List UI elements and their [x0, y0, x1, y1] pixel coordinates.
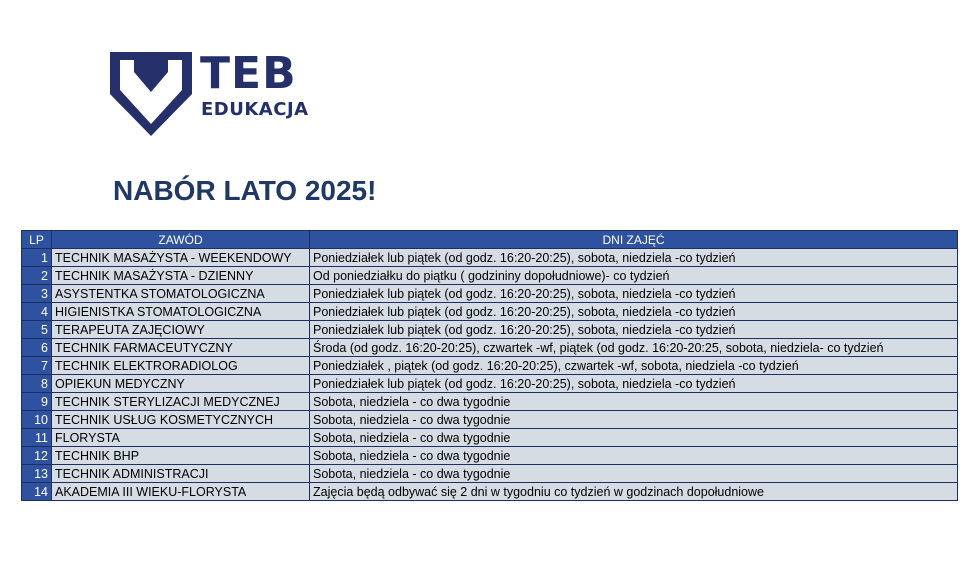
- teb-logo: [110, 48, 320, 142]
- cell-dni: Sobota, niedziela - co dwa tygodnie: [310, 465, 958, 483]
- table-row: [22, 267, 958, 285]
- cell-dni: Sobota, niedziela - co dwa tygodnie: [310, 447, 958, 465]
- table-body: [22, 249, 958, 501]
- table-row: [22, 447, 958, 465]
- cell-dni: Poniedziałek lub piątek (od godz. 16:20-20:25), sobota, niedziela -co tydzień: [310, 375, 958, 393]
- cell-dni: Zajęcia będą odbywać się 2 dni w tygodniu co tydzień w godzinach dopołudniowe: [310, 483, 958, 501]
- cell-lp: 11: [22, 429, 52, 447]
- cell-zawod: TECHNIK FARMACEUTYCZNY: [52, 339, 310, 357]
- page-title: NABÓR LATO 2025!: [113, 175, 377, 206]
- cell-zawod: TECHNIK ELEKTRORADIOLOG: [52, 357, 310, 375]
- cell-zawod: HIGIENISTKA STOMATOLOGICZNA: [52, 303, 310, 321]
- table-row: [22, 429, 958, 447]
- cell-lp: 5: [22, 321, 52, 339]
- cell-dni: Sobota, niedziela - co dwa tygodnie: [310, 411, 958, 429]
- cell-dni: Sobota, niedziela - co dwa tygodnie: [310, 429, 958, 447]
- cell-lp: 9: [22, 393, 52, 411]
- cell-lp: 10: [22, 411, 52, 429]
- header-dni: DNI ZAJĘĆ: [310, 231, 958, 249]
- cell-lp: 12: [22, 447, 52, 465]
- table-row: [22, 411, 958, 429]
- table-row: [22, 483, 958, 501]
- cell-zawod: TECHNIK USŁUG KOSMETYCZNYCH: [52, 411, 310, 429]
- cell-dni: Poniedziałek , piątek (od godz. 16:20-20:25), czwartek -wf, sobota, niedziela -co tydzień: [310, 357, 958, 375]
- cell-lp: 1: [22, 249, 52, 267]
- cell-dni: Środa (od godz. 16:20-20:25), czwartek -wf, piątek (od godz. 16:20-20:25, sobota, niedziela- co tydzień: [310, 339, 958, 357]
- cell-dni: Poniedziałek lub piątek (od godz. 16:20-20:25), sobota, niedziela -co tydzień: [310, 285, 958, 303]
- cell-dni: Poniedziałek lub piątek (od godz. 16:20-20:25), sobota, niedziela -co tydzień: [310, 249, 958, 267]
- cell-dni: Poniedziałek lub piątek (od godz. 16:20-20:25), sobota, niedziela -co tydzień: [310, 321, 958, 339]
- table-header-row: [22, 231, 958, 249]
- table-row: [22, 321, 958, 339]
- cell-dni: Od poniedziałku do piątku ( godzininy dopołudniowe)- co tydzień: [310, 267, 958, 285]
- table-row: [22, 339, 958, 357]
- schedule-table: [21, 230, 958, 501]
- cell-lp: 6: [22, 339, 52, 357]
- table-row: [22, 393, 958, 411]
- table-row: [22, 303, 958, 321]
- logo-brand-text: TEB: [200, 48, 297, 99]
- cell-lp: 14: [22, 483, 52, 501]
- table-row: [22, 285, 958, 303]
- cell-zawod: TECHNIK STERYLIZACJI MEDYCZNEJ: [52, 393, 310, 411]
- cell-dni: Sobota, niedziela - co dwa tygodnie: [310, 393, 958, 411]
- cell-zawod: TECHNIK ADMINISTRACJI: [52, 465, 310, 483]
- cell-lp: 7: [22, 357, 52, 375]
- cell-zawod: TECHNIK MASAŻYSTA - WEEKENDOWY: [52, 249, 310, 267]
- cell-zawod: FLORYSTA: [52, 429, 310, 447]
- cell-lp: 13: [22, 465, 52, 483]
- cell-lp: 8: [22, 375, 52, 393]
- teb-shield-icon: [110, 52, 192, 138]
- cell-zawod: ASYSTENTKA STOMATOLOGICZNA: [52, 285, 310, 303]
- cell-dni: Poniedziałek lub piątek (od godz. 16:20-20:25), sobota, niedziela -co tydzień: [310, 303, 958, 321]
- cell-zawod: TECHNIK MASAŻYSTA - DZIENNY: [52, 267, 310, 285]
- cell-lp: 3: [22, 285, 52, 303]
- table-row: [22, 375, 958, 393]
- logo-sub-text: EDUKACJA: [201, 99, 309, 120]
- cell-zawod: AKADEMIA III WIEKU-FLORYSTA: [52, 483, 310, 501]
- cell-zawod: TERAPEUTA ZAJĘCIOWY: [52, 321, 310, 339]
- table-row: [22, 249, 958, 267]
- cell-zawod: OPIEKUN MEDYCZNY: [52, 375, 310, 393]
- cell-zawod: TECHNIK BHP: [52, 447, 310, 465]
- table-row: [22, 465, 958, 483]
- cell-lp: 4: [22, 303, 52, 321]
- header-zawod: ZAWÓD: [52, 231, 310, 249]
- table-row: [22, 357, 958, 375]
- header-lp: LP: [22, 231, 52, 249]
- cell-lp: 2: [22, 267, 52, 285]
